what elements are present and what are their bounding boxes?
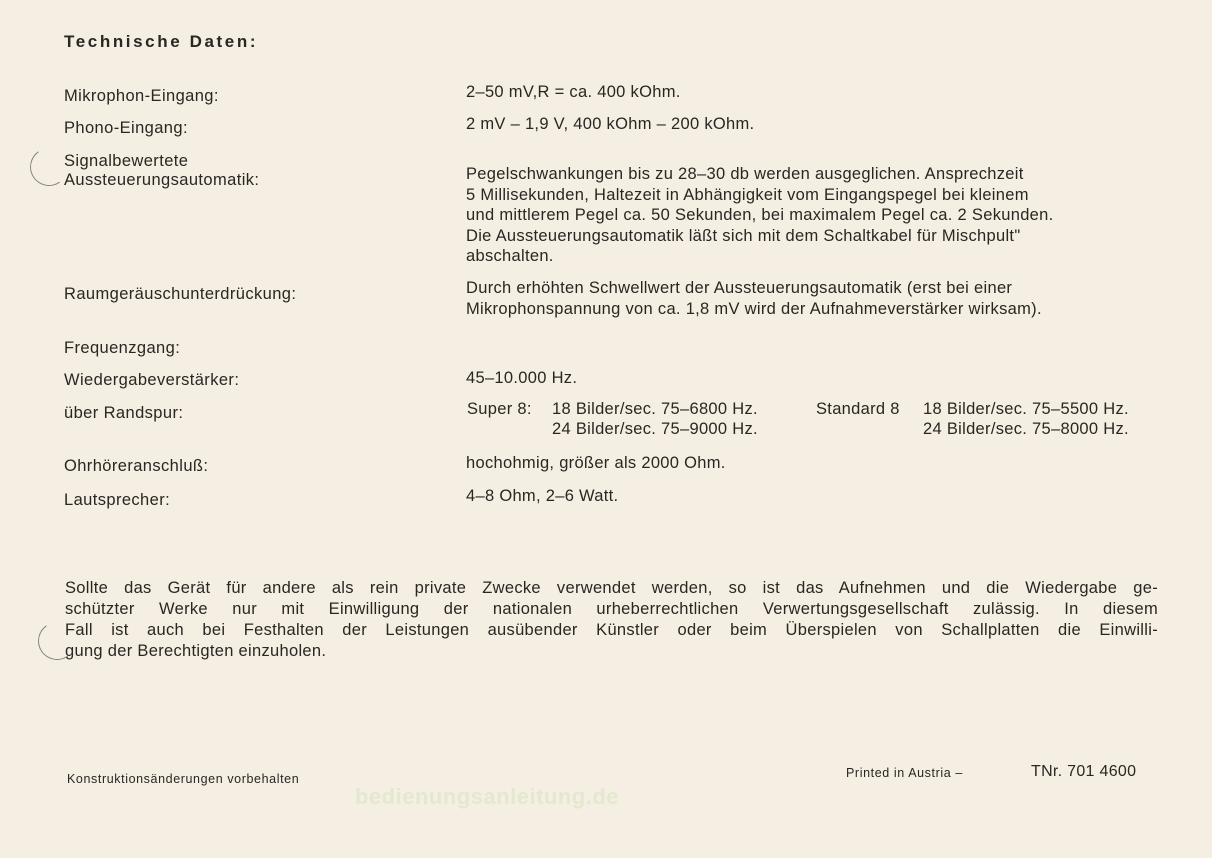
label-frequenz: Frequenzgang: [64,339,181,357]
footer-construction-note: Konstruktionsänderungen vorbehalten [67,772,300,786]
footer-part-number: TNr. 701 4600 [1031,763,1137,780]
value-phono: 2 mV – 1,9 V, 400 kOhm – 200 kOhm. [466,115,755,133]
section-title: Technische Daten: [64,32,259,51]
label-phono: Phono-Eingang: [64,119,188,137]
notice-line: gung der Berechtigten einzuholen. [65,642,327,660]
label-signal-line2: Aussteuerungsautomatik: [64,171,260,189]
value-signal-line: Die Aussteuerungsautomatik läßt sich mit dem Schaltkabel für Mischpult" [466,226,1021,245]
watermark: bedienungsanleitung.de [355,784,620,809]
value-signal [466,164,1054,267]
label-wiedergabe: Wiedergabeverstärker: [64,371,240,389]
notice-line: Sollte das Gerät für andere als rein private Zwecke verwendet werden, so ist das Aufnehmen und die Wiedergabe ge- [65,579,1158,597]
label-signal-line1: Signalbewertete [64,152,189,170]
value-signal-line: und mittlerem Pegel ca. 50 Sekunden, bei maximalem Pegel ca. 2 Sekunden. [466,206,1054,224]
value-raum [466,278,1042,319]
notice-line: Fall ist auch bei Festhalten der Leistungen ausübender Künstler oder beim Überspielen von Schallplatten die Einwilli- [65,621,1158,639]
notice-line: schützter Werke nur mit Einwilligung der nationalen urheberrechtlichen Verwertungsgesellschaft zulässig. In diesem [65,600,1158,618]
super8-line2: 24 Bilder/sec. 75–9000 Hz. [552,420,758,438]
super8-line1: 18 Bilder/sec. 75–6800 Hz. [552,400,758,418]
label-lautsprecher: Lautsprecher: [64,491,171,509]
value-signal-line: Pegelschwankungen bis zu 28–30 db werden ausgeglichen. Ansprechzeit [466,165,1024,183]
label-raum: Raumgeräuschunterdrückung: [64,285,297,303]
label-mikrophon: Mikrophon-Eingang: [64,87,219,105]
value-raum-line: Durch erhöhten Schwellwert der Aussteuerungsautomatik (erst bei einer [466,279,1013,297]
value-raum-line: Mikrophonspannung von ca. 1,8 mV wird der Aufnahmeverstärker wirksam). [466,299,1042,318]
standard8-line2: 24 Bilder/sec. 75–8000 Hz. [923,420,1129,438]
standard8-label: Standard 8 [816,400,900,418]
label-randspur: über Randspur: [64,404,184,422]
super8-label: Super 8: [467,400,532,418]
copyright-notice [65,578,1158,662]
value-lautsprecher: 4–8 Ohm, 2–6 Watt. [466,487,619,505]
label-ohrhoerer: Ohrhöreranschluß: [64,457,209,475]
standard8-line1: 18 Bilder/sec. 75–5500 Hz. [923,400,1129,418]
value-signal-line: 5 Millisekunden, Haltezeit in Abhängigkeit vom Eingangspegel bei kleinem [466,185,1029,204]
value-mikrophon: 2–50 mV,R = ca. 400 kOhm. [466,83,681,101]
value-ohrhoerer: hochohmig, größer als 2000 Ohm. [466,454,726,472]
footer-printed: Printed in Austria – [846,766,963,780]
value-signal-line: abschalten. [466,247,554,265]
value-wiedergabe: 45–10.000 Hz. [466,369,578,387]
